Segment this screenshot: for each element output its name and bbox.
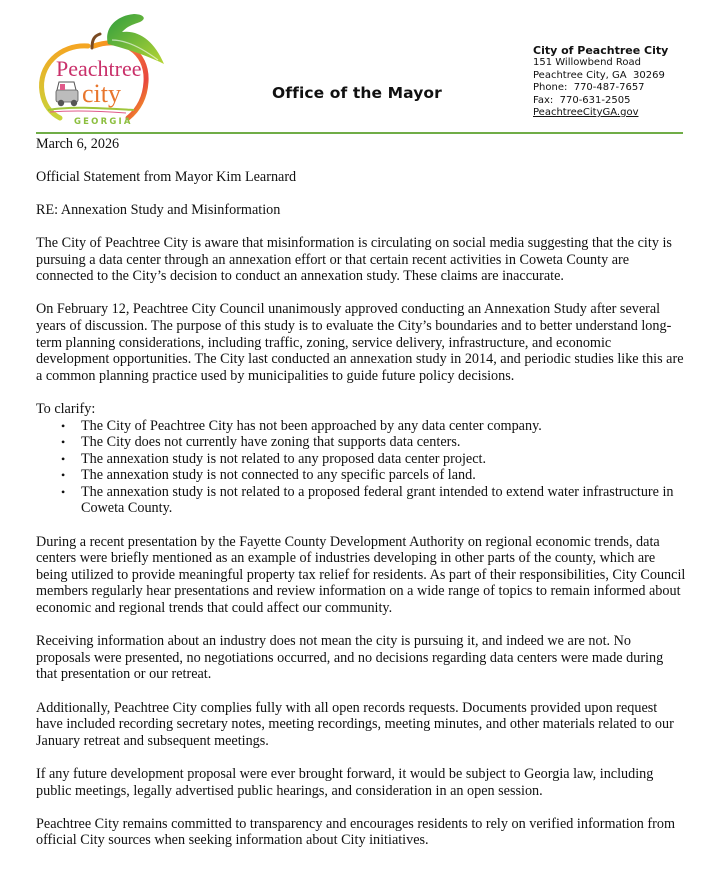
list-item: • The annexation study is not related to a proposed federal grant intended to extend water infrastructure in Coweta County.: [81, 484, 686, 517]
list-item: • The City does not currently have zoning that supports data centers.: [81, 434, 686, 451]
letter-body: [36, 136, 686, 866]
paragraph: Receiving information about an industry does not mean the city is pursuing it, and indeed we are not. No proposals were presented, no negotiations occurred, and no decisions regarding data centers were made during that presentation or our retreat.: [36, 633, 664, 683]
contact-fax: Fax: 770-631-2505: [533, 94, 631, 106]
paragraph: Peachtree City remains committed to transparency and encourages residents to rely on verified information from official City sources when seeking information about City initiatives.: [36, 815, 676, 849]
paragraph: During a recent presentation by the Fayette County Development Authority on regional economic trends, data centers were briefly mentioned as an example of industries developing in other parts of the county, which are being utilized to provide meaningful property tax relief for residents. As part of their responsibilities, City Council members regularly hear presentations and review information on a wide range of topics to remain informed about economic and regional trends that could affect our community.: [36, 533, 686, 617]
letterhead-divider: [36, 132, 683, 134]
contact-website-link[interactable]: PeachtreeCityGA.gov: [533, 107, 639, 118]
paragraph: If any future development proposal were ever brought forward, it would be subject to Georgia law, including public meetings, legally advertised public hearings, and consideration in an open session.: [36, 765, 654, 799]
clarify-list: [36, 418, 686, 518]
paragraph: The City of Peachtree City is aware that misinformation is circulating on social media suggesting that the city is pursuing a data center through an annexation effort or that certain recent activities in Coweta County are connected to the City’s decision to conduct an annexation study. These claims are inaccurate.: [36, 234, 672, 285]
paragraph: Additionally, Peachtree City complies fully with all open records requests. Documents provided upon request have included recording secretary notes, meeting recordings, meeting minutes, and other materials related to our January retreat and subsequent meetings.: [36, 699, 674, 749]
contact-org-name: City of Peachtree City: [533, 44, 669, 57]
letter-date: March 6, 2026: [36, 136, 120, 152]
letterhead: [0, 0, 713, 140]
subject-line: RE: Annexation Study and Misinformation: [36, 201, 281, 218]
contact-phone: Phone: 770-487-7657: [533, 82, 645, 93]
golf-cart-icon: [56, 82, 78, 106]
paragraph: On February 12, Peachtree City Council unanimously approved conducting an Annexation Study after several years of discussion. The purpose of this study is to evaluate the City’s boundaries and to better understand long-term planning considerations, including traffic, zoning, service delivery, infrastructure, and economic development opportunities. The City last conducted an annexation study in 2014, and periodic studies like this are a common planning practice used by municipalities to guide future policy decisions.: [36, 301, 684, 384]
contact-block: [533, 44, 668, 120]
statement-from: Official Statement from Mayor Kim Learnard: [36, 168, 297, 185]
logo-text-georgia: GEORGIA: [74, 117, 133, 127]
list-item: • The annexation study is not connected to any specific parcels of land.: [81, 467, 686, 484]
list-item: • The City of Peachtree City has not been approached by any data center company.: [81, 418, 686, 435]
office-title: Office of the Mayor: [272, 84, 442, 102]
logo-text-city: city: [82, 79, 121, 108]
contact-address-line2: Peachtree City, GA 30269: [533, 69, 665, 81]
list-item: • The annexation study is not related to any proposed data center project.: [81, 451, 686, 468]
logo-text-peachtree: Peachtree: [56, 56, 142, 81]
clarify-intro: To clarify:: [36, 400, 96, 417]
peachtree-city-logo-icon: [30, 10, 170, 130]
contact-address-line1: 151 Willowbend Road: [533, 57, 642, 68]
